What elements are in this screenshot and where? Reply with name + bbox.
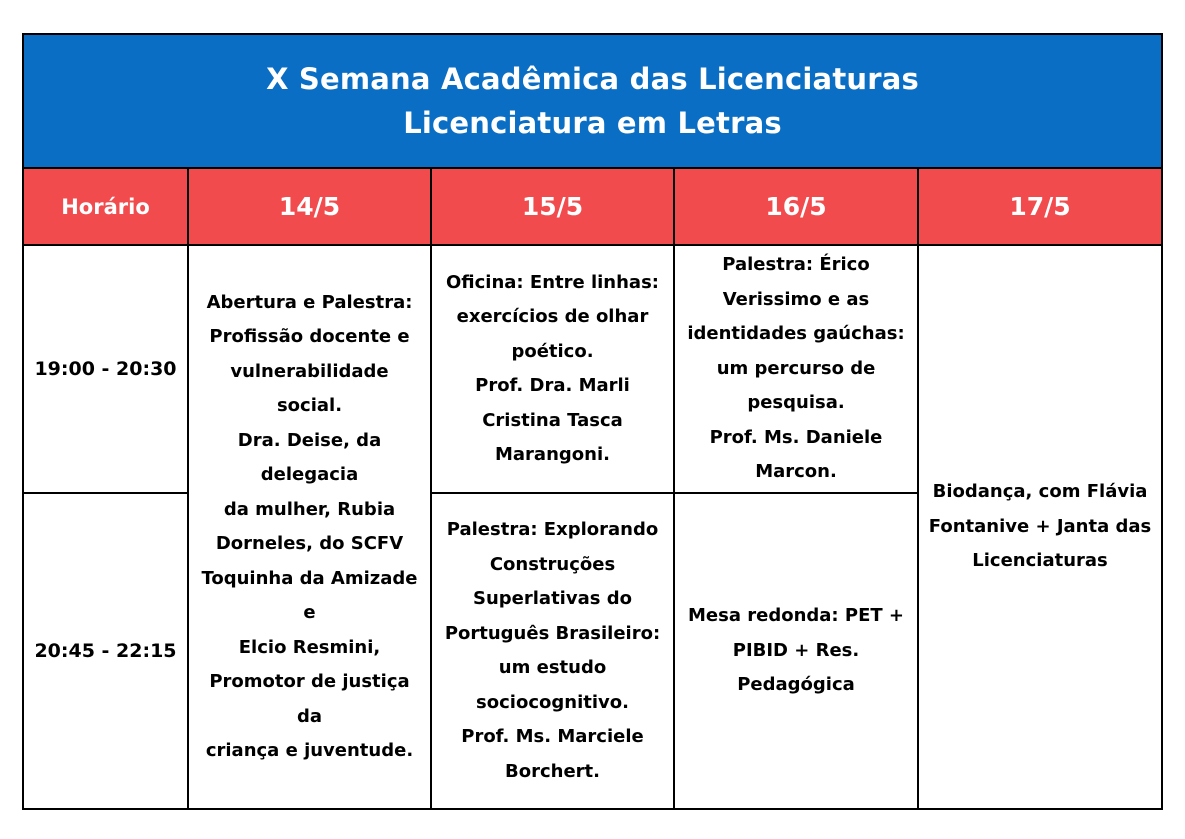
event-line: Elcio Resmini, [238,636,381,658]
event-line: poético. [511,340,594,362]
header-day-1: 14/5 [188,168,431,245]
page-title [23,34,1162,168]
event-line: Biodança, com Flávia [932,481,1148,503]
title-line-1: X Semana Acadêmica das Licenciaturas [266,62,919,96]
event-line: Promotor de justiça da [209,671,410,727]
header-day-3: 16/5 [674,168,918,245]
event-line: Profissão docente e [209,326,410,347]
event-line: Palestra: Érico [722,254,870,276]
event-day1-opening [188,245,431,809]
event-line: vulnerabilidade social. [230,360,389,416]
event-line: Fontanive + Janta das [928,515,1152,537]
event-line: Verissimo e as [722,288,870,310]
event-line: Licenciaturas [972,550,1108,572]
event-line: pesquisa. [747,392,845,414]
event-line: Toquinha da Amizade e [201,567,418,623]
time-slot-1: 19:00 - 20:30 [23,245,188,493]
event-line: Pedagógica [737,674,855,696]
event-line: identidades gaúchas: [687,323,905,345]
event-line: Palestra: Explorando [446,519,659,540]
event-day4-biodanca [918,245,1162,809]
event-line: criança e juventude. [205,740,414,761]
event-line: exercícios de olhar [456,306,649,327]
event-line: Abertura e Palestra: [206,291,413,313]
event-line: Prof. Ms. Daniele [709,426,883,448]
event-day2-lecture [431,493,674,809]
schedule-table [22,33,1163,810]
event-line: Construções [489,553,616,575]
event-line: Borchert. [505,760,600,782]
event-line: da mulher, Rubia [223,498,396,520]
event-line: Português Brasileiro: [444,622,661,644]
event-line: um percurso de [716,357,876,379]
time-slot-2: 20:45 - 22:15 [23,493,188,809]
header-day-2: 15/5 [431,168,674,245]
event-line: um estudo [498,657,607,678]
title-line-2: Licenciatura em Letras [403,106,782,140]
event-day3-roundtable [674,493,918,809]
event-line: Cristina Tasca [482,409,623,431]
header-day-4: 17/5 [918,168,1162,245]
event-line: Marangoni. [495,444,610,465]
header-time: Horário [23,168,188,245]
event-line: sociocognitivo. [476,691,629,713]
event-line: Dorneles, do SCFV [215,533,404,554]
event-line: Superlativas do [473,588,632,609]
event-line: Prof. Ms. Marciele [461,726,644,747]
event-day2-workshop [431,245,674,493]
schedule-frame [22,33,1161,809]
event-line: Dra. Deise, da delegacia [237,429,382,485]
event-day3-lecture [674,245,918,493]
event-line: PIBID + Res. [732,639,860,661]
event-line: Prof. Dra. Marli [475,375,630,396]
event-line: Mesa redonda: PET + [687,605,904,627]
event-line: Marcon. [755,461,837,483]
event-line: Oficina: Entre linhas: [445,271,659,293]
